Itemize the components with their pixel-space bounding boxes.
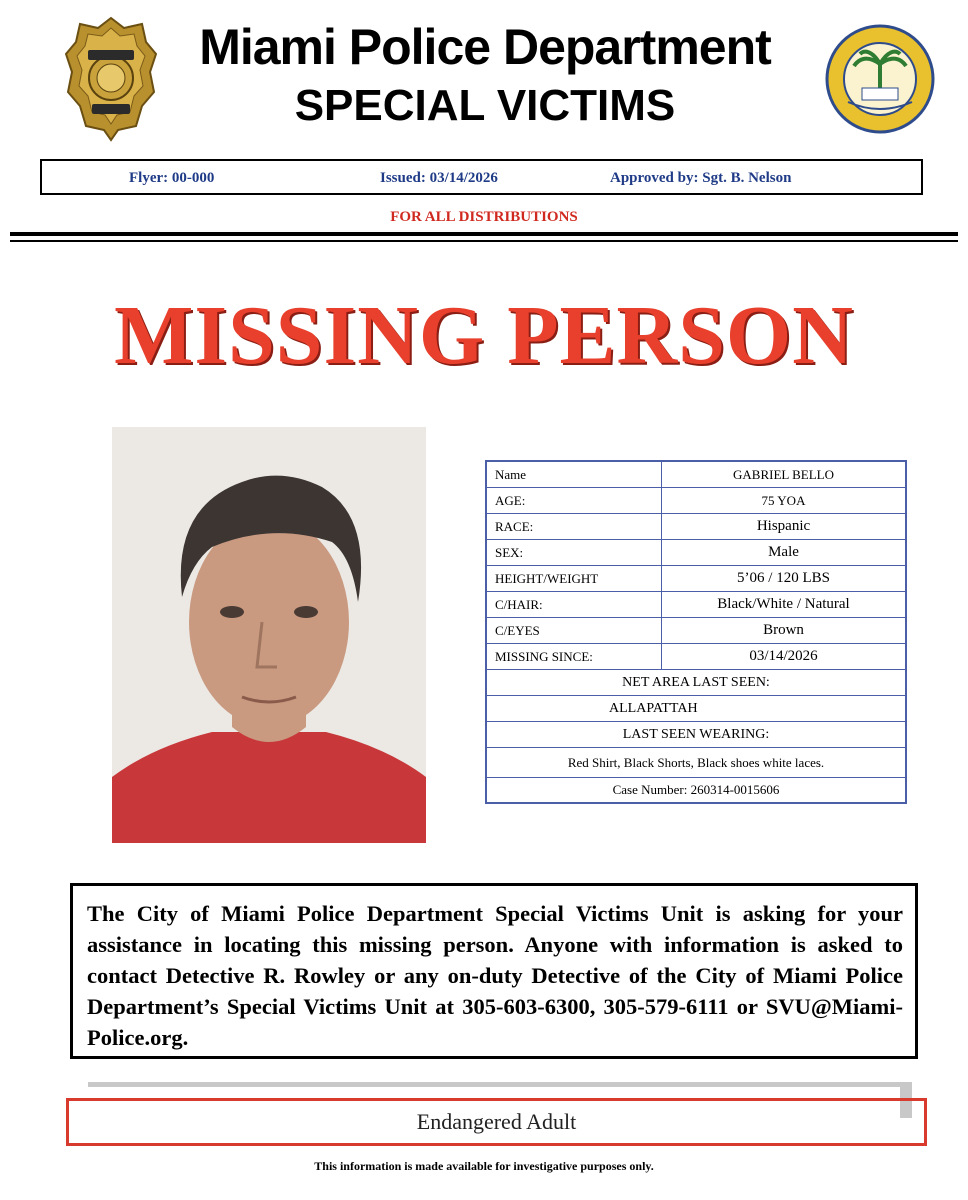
field-value: GABRIEL BELLO: [662, 461, 907, 488]
city-seal-logo: [822, 24, 938, 134]
field-value: 03/14/2026: [662, 644, 907, 670]
footer-disclaimer: This information is made available for investigative purposes only.: [314, 1159, 654, 1173]
distribution-notice: FOR ALL DISTRIBUTIONS: [390, 209, 578, 225]
table-row: [486, 696, 906, 722]
field-label: C/EYES: [486, 618, 662, 644]
divider-thin: [10, 240, 958, 242]
police-badge-logo: [62, 14, 160, 144]
table-row: [486, 778, 906, 804]
table-row: [486, 748, 906, 778]
person-details-table: [485, 460, 907, 804]
table-row: [486, 566, 906, 592]
field-label: Name: [486, 461, 662, 488]
field-label: C/HAIR:: [486, 592, 662, 618]
table-row: [486, 592, 906, 618]
field-label: MISSING SINCE:: [486, 644, 662, 670]
field-label: RACE:: [486, 514, 662, 540]
table-row: [486, 670, 906, 696]
last-seen-wearing-label: LAST SEEN WEARING:: [486, 722, 906, 748]
assistance-message: The City of Miami Police Department Special Victims Unit is asking for your assistance in locating this missing person. Anyone with information is asked to contact Detective R. Rowley or any on-duty Detective of the City of Miami Police Department’s Special Victims Unit at 305-603-6300, 305-579-6111 or SVU@Miami-Police.org.: [70, 883, 918, 1059]
field-value: 75 YOA: [662, 488, 907, 514]
flyer-info-bar: [40, 159, 923, 195]
missing-person-headline: MISSING PERSON: [114, 289, 854, 382]
table-row: [486, 540, 906, 566]
issued-date: Issued: 03/14/2026: [380, 170, 498, 186]
table-row: [486, 644, 906, 670]
field-label: HEIGHT/WEIGHT: [486, 566, 662, 592]
field-value: Hispanic: [662, 514, 907, 540]
field-label: AGE:: [486, 488, 662, 514]
approved-by: Approved by: Sgt. B. Nelson: [610, 170, 792, 186]
field-value: Brown: [662, 618, 907, 644]
department-title: Miami Police Department: [199, 19, 771, 75]
person-photo: [112, 427, 426, 843]
status-badge: Endangered Adult: [66, 1098, 927, 1146]
unit-title: SPECIAL VICTIMS: [294, 81, 676, 130]
table-row: [486, 618, 906, 644]
field-value: Male: [662, 540, 907, 566]
table-row: [486, 461, 906, 488]
field-value: Black/White / Natural: [662, 592, 907, 618]
table-row: [486, 488, 906, 514]
divider-thick: [10, 232, 958, 236]
gray-divider: [88, 1082, 912, 1087]
last-seen-wearing-value: Red Shirt, Black Shorts, Black shoes white laces.: [486, 748, 906, 778]
table-row: [486, 722, 906, 748]
case-number: Case Number: 260314-0015606: [486, 778, 906, 804]
table-row: [486, 514, 906, 540]
field-label: SEX:: [486, 540, 662, 566]
field-value: 5’06 / 120 LBS: [662, 566, 907, 592]
area-last-seen-value: ALLAPATTAH: [486, 696, 906, 722]
area-last-seen-label: NET AREA LAST SEEN:: [486, 670, 906, 696]
flyer-number: Flyer: 00-000: [129, 170, 215, 186]
